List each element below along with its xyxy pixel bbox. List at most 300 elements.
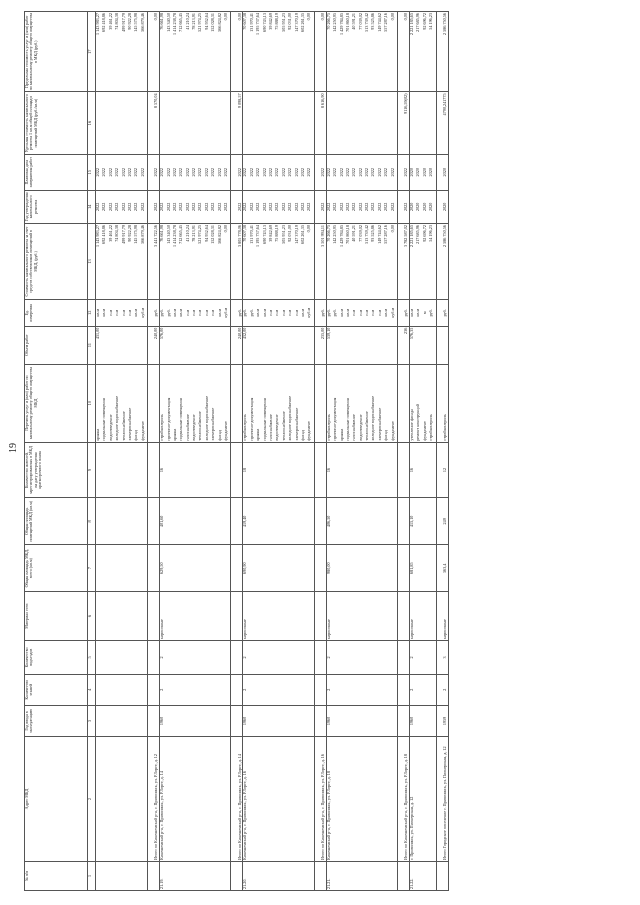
address: Итого Городское поселение г. Приволжск, ул. Пионерская, д. 12 — [436, 737, 448, 862]
cost: 3 501 994,11 — [314, 224, 326, 300]
work-type — [148, 364, 160, 442]
work-list-item: подвальные помещения — [261, 398, 267, 441]
limit-list-item: 39 842,69 — [267, 13, 273, 30]
cost-list — [96, 224, 148, 300]
work-list-item: теплоснабжение — [197, 411, 203, 441]
column-number-row — [88, 12, 96, 891]
unit: руб. — [148, 299, 160, 326]
work-list-item: стройконтроль — [159, 414, 165, 441]
end-date-list-item: 2022 — [133, 168, 139, 177]
cost-list-item: 39 842,69 — [267, 225, 273, 242]
wall-material — [398, 592, 410, 641]
address: Кинешемский р-н, г. Приволжск, ул. Р.Зорге, д. 16 — [243, 737, 314, 862]
total-area: 980,00 — [326, 545, 397, 592]
approval-year-list-item: 2022 — [107, 202, 113, 212]
unit-list-item: кв.м — [415, 308, 421, 317]
entrances — [398, 641, 410, 674]
end-date-list-item: 2022 — [364, 168, 370, 177]
page-number: 19 — [8, 443, 19, 453]
work-list-item: крыша — [338, 428, 344, 441]
unit-list — [326, 299, 397, 326]
column-header: Удельная стоимость капитального ремонта 1 кв.м общей площади помещений МКД (руб./кв.м) — [25, 92, 88, 154]
living-area: 401,60 — [160, 498, 231, 545]
entrances — [231, 641, 243, 674]
unit-list-item: п.м — [267, 309, 273, 316]
cost-list-item: 40 591,21 — [351, 225, 357, 242]
work-list-item: крыша — [255, 428, 261, 441]
unit-list-item: руб. — [428, 309, 434, 317]
end-date-list — [160, 154, 231, 190]
limit-list-item: 92 696,72 — [421, 13, 427, 30]
limit-list-item: 1 429 784,85 — [338, 13, 344, 35]
approval-year-list-item: 2022 — [184, 202, 190, 212]
unit-list-item: кв.м — [171, 308, 177, 317]
limit-list-item: 94 952,64 — [203, 13, 209, 30]
cost-list-item: 70 607,38 — [242, 225, 248, 242]
work-list-item: фасад — [299, 430, 305, 441]
column-header: № п/п — [25, 862, 88, 891]
row-number: 21.20. — [243, 862, 314, 891]
unit: руб. — [436, 299, 448, 326]
approval-year-list-item: 2022 — [389, 202, 395, 212]
entrances — [148, 641, 160, 674]
limit-list-item: 149 744,62 — [376, 13, 382, 32]
end-date-list-item: 2022 — [191, 168, 197, 177]
object-row — [243, 12, 314, 891]
approval-year-list-item: 2022 — [261, 202, 267, 212]
column-header: Плановая дата завершения работ — [25, 154, 88, 190]
approval-year-list-item: 2022 — [133, 202, 139, 212]
work-list-item: утепление фасада — [409, 408, 415, 441]
living-area — [231, 498, 243, 545]
approval-year-list-item: 2022 — [370, 202, 376, 212]
limit-list-item: 90 922,28 — [126, 13, 132, 30]
end-date-list-item: 2022 — [242, 168, 248, 177]
approval-year-list-item: 2020 — [415, 202, 421, 212]
approval-year-list-item: 2022 — [267, 202, 273, 212]
column-number: 13 — [88, 224, 96, 300]
cost-list-item: 76 661,98 — [159, 225, 165, 242]
approval-year-list-item: 2022 — [95, 202, 100, 212]
cost-list-item: 54 196,23 — [428, 225, 434, 242]
work-list-item: водоотведение — [107, 414, 113, 441]
limit-list-item: 152 028,31 — [210, 13, 216, 32]
column-number: 9 — [88, 442, 96, 498]
end-date-list-item: 2022 — [126, 168, 132, 177]
limit-list-item: 93 525,86 — [370, 13, 376, 30]
total-row — [231, 12, 243, 891]
column-header: Общая площадь МКД, всего (кв.м) — [25, 545, 88, 592]
limit-cost: 0,00 — [314, 12, 326, 92]
cost-list-item: 1 195 737,64 — [255, 225, 261, 248]
approval-year-list-item: 2022 — [357, 202, 363, 212]
column-number: 3 — [88, 705, 96, 736]
work-list-item: фундамент — [389, 421, 395, 441]
work-list-item: газоснабжение — [267, 414, 273, 441]
limit-list-item: 70 266,75 — [325, 13, 331, 30]
end-date-list-item: 2020 — [415, 168, 421, 177]
cost-list-item: 521 974,25 — [197, 225, 203, 244]
unit-list — [160, 299, 231, 326]
unit-list — [243, 299, 314, 326]
total-row — [314, 12, 326, 891]
floors — [148, 674, 160, 705]
approval-year-list-item: 2022 — [287, 202, 293, 212]
end-date-list-item: 2022 — [203, 168, 209, 177]
year-built — [314, 705, 326, 736]
address: Итого по Кинешемский р-н, г. Приволжск, ул. Р.Зорге, д. 12 — [148, 737, 160, 862]
limit-list-item: 131 970,41 — [248, 13, 254, 32]
end-date-list-item: 2022 — [101, 168, 107, 177]
unit-list — [96, 299, 148, 326]
unit-list-item: п.м — [126, 309, 132, 316]
entrances: 2 — [410, 641, 437, 674]
work-list — [160, 364, 231, 442]
work-volume: 236 — [398, 326, 410, 364]
end-date-list-item: 2022 — [216, 168, 222, 177]
approval-year: 2020 — [436, 190, 448, 223]
column-header: Адрес МКД — [25, 737, 88, 862]
specific-cost — [326, 92, 397, 154]
row-number: 21.19. — [160, 862, 231, 891]
limit-list-item: 505 951,23 — [280, 13, 286, 32]
end-date-list — [243, 154, 314, 190]
work-list — [243, 364, 314, 442]
limit-list-item: 513 739,42 — [364, 13, 370, 32]
end-date-list-item: 2020 — [428, 168, 434, 177]
unit-list-item: куб.м — [139, 307, 145, 318]
work-list-item: ремонт конструкций — [415, 404, 421, 441]
column-number: 6 — [88, 592, 96, 641]
approval-year-list-item: 2022 — [248, 202, 254, 212]
approval-year-list-item: 2020 — [409, 202, 415, 212]
year-built — [148, 705, 160, 736]
cost-list-item: 131 970,41 — [248, 225, 254, 244]
unit-list-item: п.м — [210, 309, 216, 316]
residents: 12 — [436, 442, 448, 498]
column-header: Перечень услуг и (или) работ по капитальному ремонту общего имущества МКД — [25, 364, 88, 442]
specific-cost — [160, 92, 231, 154]
year-built: 1960 — [326, 705, 397, 736]
end-date-list-item: 2022 — [184, 168, 190, 177]
limit-cost: 0,00 — [148, 12, 160, 92]
cost-list-item: 2 221 185,65 — [409, 225, 415, 248]
cost: 3 782 587,02 — [398, 224, 410, 300]
approval-year-list-item: 2022 — [171, 202, 177, 212]
address: Итого по Кинешемский р-н, г. Приволжск, ул. Р.Зорге, д. 16 — [314, 737, 326, 862]
limit-list-item: 566 879,46 — [139, 13, 145, 32]
cost-list-item: 77 039,02 — [357, 225, 363, 242]
limit-list-item: 92 031,00 — [287, 13, 293, 30]
specific-cost — [410, 92, 437, 154]
approval-year-list-item: 2022 — [383, 202, 389, 212]
end-date: 2022 — [314, 154, 326, 190]
cost-list-item: 75 888,19 — [274, 225, 280, 242]
work-volume: 235,00 — [314, 326, 326, 364]
limit-list-item: 54 196,23 — [428, 13, 434, 30]
column-header: Объем работ — [25, 326, 88, 364]
end-date-list-item: 2022 — [255, 168, 261, 177]
unit: руб. — [398, 299, 410, 326]
approval-year-list-item: 2022 — [344, 202, 350, 212]
approval-year-list-item: 2022 — [242, 202, 248, 212]
end-date-list-item: 2022 — [274, 168, 280, 177]
approval-year-list-item: 2022 — [216, 202, 222, 212]
end-date-list-item: 2022 — [171, 168, 177, 177]
limit-list-item: 145 575,98 — [133, 13, 139, 32]
unit-list-item: кв.м — [178, 308, 184, 317]
column-header: Предельная стоимость услуг и (или) работ по капитальному ремонту общего имущества в МКД (руб.) — [25, 12, 88, 92]
header-row — [25, 12, 88, 891]
work-list-item: газоснабжение — [184, 414, 190, 441]
cost: 2 586 750,56 — [436, 224, 448, 300]
row-number: 21.22. — [410, 862, 437, 891]
work-list — [326, 364, 397, 442]
end-date-list-item: 2022 — [139, 168, 145, 177]
end-date-list-item: 2022 — [338, 168, 344, 177]
cost-list-item: 692 418,86 — [101, 225, 107, 244]
limit-list-item: 40 591,21 — [351, 13, 357, 30]
cost-list-item: 39 461,22 — [107, 225, 113, 242]
total-area: 690,90 — [243, 545, 314, 592]
end-date-list-item: 2022 — [280, 168, 286, 177]
unit-list-item: руб. — [325, 309, 331, 317]
unit-list-item: п.м — [197, 309, 203, 316]
limit-list-item: 142 250,95 — [332, 13, 338, 32]
cost-list-item: 78 213,91 — [191, 225, 197, 242]
approval-year-list-item: 2022 — [191, 202, 197, 212]
cost-list-item: 1 143 983,27 — [95, 225, 100, 248]
work-type: стройконтроль — [436, 364, 448, 442]
work-list-item: стройконтроль — [242, 414, 248, 441]
unit-list-item: п.м — [376, 309, 382, 316]
approval-year-list — [160, 190, 231, 223]
end-date-list-item: 2022 — [159, 168, 165, 177]
work-list-item: проектно-документация — [165, 397, 171, 441]
living-area: 249 — [436, 498, 448, 545]
year-built: 1960 — [243, 705, 314, 736]
empty-cell — [96, 737, 148, 862]
total-area: 563,4 — [436, 545, 448, 592]
approval-year-list-item: 2022 — [364, 202, 370, 212]
entrances: 3 — [436, 641, 448, 674]
cost-list-item: 147 370,19 — [293, 225, 299, 244]
limit-list-item: 692 418,86 — [101, 13, 107, 32]
object-row — [410, 12, 437, 891]
end-date-list-item: 2022 — [287, 168, 293, 177]
empty-cell — [96, 545, 148, 592]
work-list-item: фундамент — [421, 421, 427, 441]
cost-list-item: 712 665,45 — [178, 225, 184, 244]
total-row — [436, 12, 448, 891]
row-number: 21.21. — [326, 862, 397, 891]
end-date-list — [96, 154, 148, 190]
cost-list-item: 0,00 — [306, 225, 312, 233]
work-list-item: стройконтроль — [325, 414, 331, 441]
limit-list-item: 557 287,16 — [383, 13, 389, 32]
year-built — [398, 705, 410, 736]
column-number: 11 — [88, 326, 96, 364]
unit-list-item: п.м — [351, 309, 357, 316]
entrances: 2 — [326, 641, 397, 674]
work-list-item: водоотведение — [357, 414, 363, 441]
total-area — [314, 545, 326, 592]
work-list-item: фундамент — [306, 421, 312, 441]
end-date-list-item: 2022 — [325, 168, 331, 177]
work-volume: 576,00 — [160, 326, 231, 364]
cost-list — [326, 224, 397, 300]
limit-list-item: 217 685,96 — [415, 13, 421, 32]
cost: 3 805 778,06 — [231, 224, 243, 300]
end-date-list — [326, 154, 397, 190]
unit-list-item: п.м — [120, 309, 126, 316]
end-date-list-item: 2022 — [210, 168, 216, 177]
unit-list-item: п.м — [280, 309, 286, 316]
approval-year-list-item: 2022 — [338, 202, 344, 212]
address: Кинешемский р-н, г. Приволжск, ул. Р.Зорге, д. 18 — [326, 737, 397, 862]
end-date: 2020 — [436, 154, 448, 190]
cost-list-item: 701 860,18 — [344, 225, 350, 244]
repair-plan-table — [24, 11, 449, 891]
cost-list-item: 143 340,50 — [165, 225, 171, 244]
work-list-item: электроснабжение — [210, 407, 216, 441]
cost-list-item: 149 744,62 — [376, 225, 382, 244]
work-list-item: подвальные помещения — [178, 398, 184, 441]
work-list-item: водоотведение — [274, 414, 280, 441]
approval-year: 2022 — [148, 190, 160, 223]
column-header: Количество подъездов — [25, 641, 88, 674]
end-date-list-item: 2022 — [107, 168, 113, 177]
limit-list-item: 499 917,79 — [120, 13, 126, 32]
total-area: 629,50 — [160, 545, 231, 592]
cost-list-item: 499 917,79 — [120, 225, 126, 244]
cost-list — [243, 224, 314, 300]
unit-list-item: п.м — [274, 309, 280, 316]
work-list-item: холодное водоснабжение — [287, 395, 293, 441]
unit-list-item: п.м — [203, 309, 209, 316]
residents — [398, 442, 410, 498]
row-number — [148, 862, 160, 891]
total-area — [398, 545, 410, 592]
limit-list-item: 0,00 — [223, 13, 229, 21]
approval-year-list-item: 2022 — [197, 202, 203, 212]
work-list-item: фасад — [383, 430, 389, 441]
work-list-item: проектно-документация — [332, 397, 338, 441]
unit-list-item: куб.м — [306, 307, 312, 318]
approval-year-list-item: 2022 — [114, 202, 120, 212]
approval-year-list-item: 2020 — [428, 202, 434, 212]
unit-list-item: кв.м — [261, 308, 267, 317]
specific-cost — [96, 92, 148, 154]
end-date-list-item: 2022 — [95, 168, 100, 177]
year-built: 1960 — [160, 705, 231, 736]
cost-list-item: 566 824,82 — [216, 225, 222, 244]
year-built — [231, 705, 243, 736]
wall-material: кирпичные — [436, 592, 448, 641]
limit-list — [410, 12, 437, 92]
residents — [314, 442, 326, 498]
end-date-list-item: 2022 — [114, 168, 120, 177]
limit-list-item: 566 824,82 — [216, 13, 222, 32]
unit-list-item: п.м — [370, 309, 376, 316]
work-list-item: холодное водоснабжение — [203, 395, 209, 441]
specific-cost: 8 570,04 — [148, 92, 160, 154]
unit-list-item: п.м — [107, 309, 113, 316]
limit-list-item: 75 888,19 — [274, 13, 280, 30]
wall-material — [314, 592, 326, 641]
unit-list-item: п.м — [287, 309, 293, 316]
work-list-item: холодное водоснабжение — [114, 395, 120, 441]
living-area — [398, 498, 410, 545]
cost-list-item: 94 952,64 — [203, 225, 209, 242]
unit-list-item: п.м — [357, 309, 363, 316]
floors — [231, 674, 243, 705]
living-area — [314, 498, 326, 545]
column-number: 8 — [88, 498, 96, 545]
column-header: Стоимость капитального ремонта за счет средств собственников помещений в МКД, (руб.) — [25, 224, 88, 300]
residents — [231, 442, 243, 498]
limit-list-item: 0,00 — [306, 13, 312, 21]
end-date-list-item: 2020 — [421, 168, 427, 177]
work-volume: 539,10 — [326, 326, 397, 364]
work-list-item: крыша — [95, 428, 100, 441]
approval-year-list-item: 2022 — [255, 202, 261, 212]
residents: 18 — [243, 442, 314, 498]
year-built: 1959 — [436, 705, 448, 736]
work-list-item: фундамент — [139, 421, 145, 441]
end-date-list-item: 2022 — [332, 168, 338, 177]
unit-list-item: руб. — [332, 309, 338, 317]
wall-material: кирпичные — [410, 592, 437, 641]
end-date-list-item: 2022 — [267, 168, 273, 177]
limit-list-item: 1 143 983,27 — [95, 13, 100, 35]
work-list-item: фасад — [216, 430, 222, 441]
approval-year-list-item: 2022 — [351, 202, 357, 212]
residents: 16 — [160, 442, 231, 498]
limit-list-item: 712 665,45 — [178, 13, 184, 32]
wall-material: кирпичные — [243, 592, 314, 641]
limit-list-item: 76 661,98 — [159, 13, 165, 30]
approval-year-list-item: 2022 — [165, 202, 171, 212]
empty-cell — [96, 442, 148, 498]
unit-list-item: кв.м — [133, 308, 139, 317]
end-date-list-item: 2022 — [299, 168, 305, 177]
residents: 16 — [326, 442, 397, 498]
empty-cell — [96, 705, 148, 736]
approval-year-list-item: 2022 — [210, 202, 216, 212]
limit-list — [96, 12, 148, 92]
cost-list-item: 566 879,46 — [139, 225, 145, 244]
cost-list-item: 41 210,24 — [184, 225, 190, 242]
work-volume: 240,00 — [231, 326, 243, 364]
entrances: 2 — [243, 641, 314, 674]
work-type — [398, 364, 410, 442]
limit-list — [326, 12, 397, 92]
limit-list-item: 147 370,19 — [293, 13, 299, 32]
limit-list-item: 78 213,91 — [191, 13, 197, 30]
unit-list-item: п.м — [364, 309, 370, 316]
wall-material: кирпичные — [326, 592, 397, 641]
work-type — [314, 364, 326, 442]
row-number — [231, 862, 243, 891]
limit-cost: 2 586 750,56 — [436, 12, 448, 92]
cost-list-item: 74 804,38 — [114, 225, 120, 242]
empty-cell — [96, 592, 148, 641]
limit-list-item: 70 607,38 — [242, 13, 248, 30]
column-number: 17 — [88, 12, 96, 92]
specific-cost: 4790,241775 — [436, 92, 448, 154]
limit-list-item: 690 743,13 — [261, 13, 267, 32]
